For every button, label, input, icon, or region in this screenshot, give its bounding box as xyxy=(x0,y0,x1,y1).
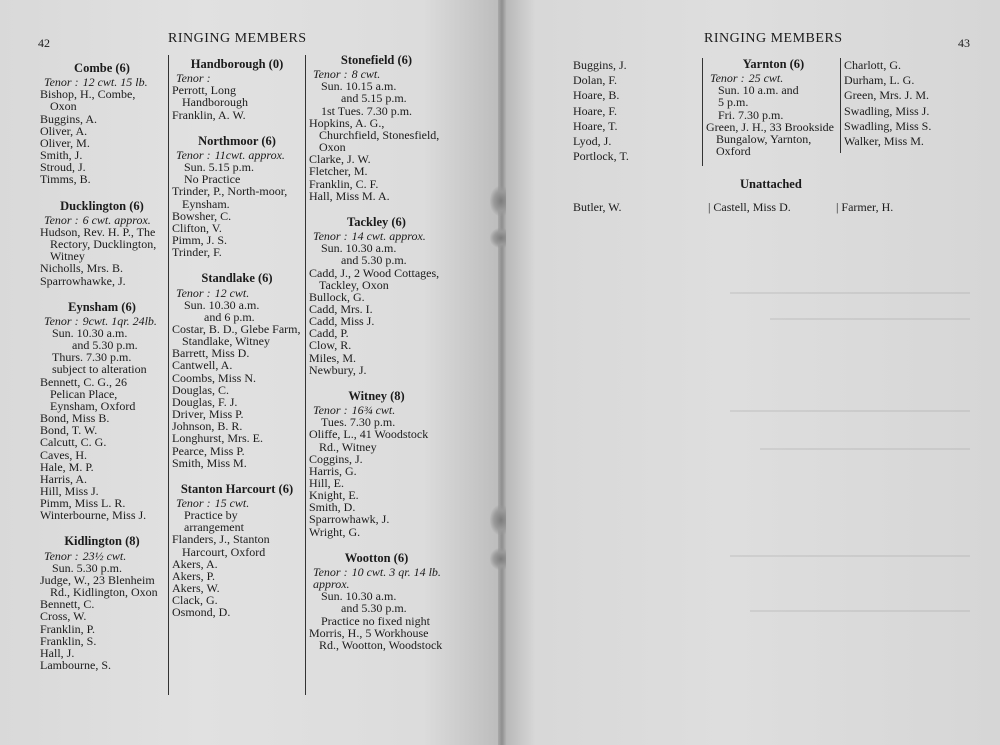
member-entry: Swadling, Miss S. xyxy=(844,118,932,133)
page-number: 42 xyxy=(38,36,50,50)
practice-time: 1st Tues. 7.30 p.m. xyxy=(321,103,413,118)
church-heading: Combe (6) xyxy=(74,61,130,75)
church-heading: Eynsham (6) xyxy=(68,299,136,314)
member-entry: Charlott, G. xyxy=(844,58,901,72)
member-entry: Hoare, T. xyxy=(573,118,618,133)
church-section xyxy=(309,390,444,538)
practice-time: Sun. 10.30 a.m. xyxy=(321,589,397,604)
practice-time: Sun. 10.30 a.m. xyxy=(184,297,260,312)
member-entry: Knight, E. xyxy=(309,488,359,503)
member-entry: Trinder, F. xyxy=(172,245,222,260)
member-entry: Pimm, Miss L. R. xyxy=(40,496,126,511)
tenor-label: Tenor : xyxy=(313,403,348,418)
member-entry: Durham, L. G. xyxy=(844,73,915,88)
practice-time: Sun. 10.30 a.m. xyxy=(52,325,128,340)
church-heading: Northmoor (6) xyxy=(198,133,276,148)
member-entry: Judge, W., 23 Blenheim Rd., Kidlington, Oxon xyxy=(40,572,158,600)
show-through xyxy=(730,292,970,294)
member-entry: Bennett, C. xyxy=(40,597,95,612)
tenor-label: Tenor : xyxy=(44,313,79,328)
member-entry: Miles, M. xyxy=(309,350,357,365)
yarnton-section xyxy=(706,58,841,171)
tenor-line xyxy=(313,566,444,590)
practice-time: subject to alteration xyxy=(52,362,147,377)
member-entry: Douglas, F. J. xyxy=(172,394,238,409)
tenor-weight: 23½ cwt. xyxy=(82,548,127,563)
member-entry: Stroud, J. xyxy=(40,160,86,175)
practice-time: and 5.15 p.m. xyxy=(341,91,407,106)
tenor-label: Tenor : xyxy=(44,212,79,227)
column-2 xyxy=(172,58,302,633)
column-divider xyxy=(168,55,169,695)
tenor-weight: 12 cwt. 15 lb. xyxy=(82,75,148,90)
member-entry: Swadling, Miss J. xyxy=(844,103,930,118)
member-entry: Sparrowhawk, J. xyxy=(309,512,390,527)
practice-time: Sun. 10.30 a.m. xyxy=(321,241,397,256)
practice-time: Sun. 10 a.m. and xyxy=(718,83,799,98)
member-entry: Fletcher, M. xyxy=(309,164,368,179)
tenor-label: Tenor : xyxy=(313,229,348,244)
member-entry: Perrott, Long Handborough xyxy=(172,83,248,110)
member-entry: Buggins, J. xyxy=(573,58,627,72)
church-section xyxy=(309,54,444,202)
church-heading: Handborough (0) xyxy=(190,57,284,71)
tenor-line xyxy=(176,287,302,299)
member-entry: Clack, G. xyxy=(172,593,218,608)
church-heading: Kidlington (8) xyxy=(64,534,140,549)
tenor-weight: 8 cwt. xyxy=(351,67,381,82)
show-through xyxy=(770,318,970,320)
member-entry: Newbury, J. xyxy=(309,362,367,377)
member-entry: Green, J. H., 33 Brookside Bungalow, Yarnton, Oxford xyxy=(706,119,834,159)
member-entry: Dolan, F. xyxy=(573,73,618,88)
column-1 xyxy=(40,62,164,685)
member-entry: Bishop, H., Combe, Oxon xyxy=(40,87,136,114)
member-entry: Hoare, F. xyxy=(573,103,618,118)
member-entry: Osmond, D. xyxy=(172,605,231,620)
practice-time: and 5.30 p.m. xyxy=(341,253,407,268)
member-entry: Nicholls, Mrs. B. xyxy=(40,261,124,276)
member-entry: Calcutt, C. G. xyxy=(40,435,107,450)
right-column-3 xyxy=(844,58,964,149)
practice-time: and 5.30 p.m. xyxy=(341,601,407,616)
practice-time: and 5.30 p.m. xyxy=(72,338,138,353)
member-entry: Driver, Miss P. xyxy=(172,407,244,422)
member-entry: Bond, Miss B. xyxy=(40,411,110,426)
show-through xyxy=(730,555,970,557)
practice-time: No Practice xyxy=(184,172,241,187)
tenor-weight: 11cwt. approx. xyxy=(214,147,285,162)
member-entry: Trinder, P., North-moor, Eynsham. xyxy=(172,184,288,211)
book-gutter xyxy=(498,0,506,745)
tenor-label: Tenor : xyxy=(44,548,79,563)
running-head: RINGING MEMBERS xyxy=(168,31,307,46)
member-entry: Cadd, Miss J. xyxy=(309,314,375,329)
member-entry: Franklin, C. F. xyxy=(309,176,379,191)
member-entry: Morris, H., 5 Workhouse Rd., Wootton, Woodstock xyxy=(309,625,443,652)
church-heading: Yarnton (6) xyxy=(742,57,805,71)
member-entry: Costar, B. D., Glebe Farm, Standlake, Witney xyxy=(172,321,301,349)
tenor-label: Tenor : xyxy=(313,67,348,82)
member-entry: Bullock, G. xyxy=(309,289,365,304)
member-entry: Oliver, A. xyxy=(40,123,88,138)
member-entry: Hill, Miss J. xyxy=(40,484,99,498)
member-entry: Smith, D. xyxy=(309,500,356,515)
church-section xyxy=(40,535,164,671)
page-number: 43 xyxy=(958,36,970,50)
member-entry: Harris, A. xyxy=(40,471,87,486)
tenor-weight: 12 cwt. xyxy=(214,285,250,300)
tenor-line xyxy=(44,550,164,562)
practice-time: and 6 p.m. xyxy=(204,309,255,324)
member-entry: Hall, Miss M. A. xyxy=(309,188,390,203)
church-section xyxy=(40,200,164,287)
member-entry: Cross, W. xyxy=(40,609,87,624)
church-heading: Witney (8) xyxy=(348,388,405,403)
unattached-member: Butler, W. xyxy=(573,200,622,214)
member-entry: Coombs, Miss N. xyxy=(172,370,257,385)
tenor-weight: 9cwt. 1qr. 24lb. xyxy=(82,313,157,328)
tenor-weight: 16¾ cwt. xyxy=(351,403,396,418)
right-column-1 xyxy=(573,58,688,164)
tenor-weight: 14 cwt. approx. xyxy=(351,229,426,244)
tenor-weight: 10 cwt. 3 qr. 14 lb. approx. xyxy=(313,564,441,592)
tenor-weight: 25 cwt. xyxy=(748,71,784,86)
church-heading: Stanton Harcourt (6) xyxy=(180,481,294,496)
church-section xyxy=(172,135,302,259)
member-entry: Johnson, B. R. xyxy=(172,419,243,434)
church-section xyxy=(309,552,444,651)
member-entry: Akers, A. xyxy=(172,556,218,571)
practice-time: 5 p.m. xyxy=(718,95,749,110)
practice-time: Practice no fixed night xyxy=(321,613,430,628)
church-section xyxy=(172,483,302,619)
practice-time: Tues. 7.30 p.m. xyxy=(321,415,396,430)
member-entry: Green, Mrs. J. M. xyxy=(844,88,929,103)
member-entry: Hill, E. xyxy=(309,476,344,490)
practice-time: Fri. 7.30 p.m. xyxy=(718,107,784,122)
tenor-label: Tenor : xyxy=(176,147,211,162)
church-heading: Tackley (6) xyxy=(347,214,406,229)
church-heading: Standlake (6) xyxy=(201,271,273,286)
member-entry: Bowsher, C. xyxy=(172,208,232,223)
member-entry: Oliffe, L., 41 Woodstock Rd., Witney xyxy=(309,427,429,454)
member-entry: Oliver, M. xyxy=(40,135,90,150)
member-entry: Smith, Miss M. xyxy=(172,455,247,470)
member-entry: Coggins, J. xyxy=(309,451,363,466)
church-section xyxy=(40,62,164,186)
church-heading: Wootton (6) xyxy=(344,550,409,565)
tenor-weight: 6 cwt. approx. xyxy=(82,212,151,227)
tenor-label: Tenor : xyxy=(176,71,211,86)
member-entry: Sparrowhawke, J. xyxy=(40,273,126,288)
member-entry: Hudson, Rev. H. P., The Rectory, Ducklington, Witney xyxy=(40,224,157,264)
practice-time: Practice by xyxy=(184,508,238,523)
show-through xyxy=(760,448,970,450)
unattached-heading: Unattached xyxy=(740,177,802,191)
member-entry: Cadd, J., 2 Wood Cottages, Tackley, Oxon xyxy=(309,265,440,292)
practice-time: Sun. 5.15 p.m. xyxy=(184,160,255,175)
column-divider xyxy=(840,58,841,153)
practice-time: arrangement xyxy=(184,520,244,535)
member-entry: Pearce, Miss P. xyxy=(172,443,245,458)
member-entry: Douglas, C. xyxy=(172,382,229,397)
member-entry: Smith, J. xyxy=(40,148,83,163)
column-3 xyxy=(309,54,444,665)
member-entry: Cantwell, A. xyxy=(172,358,233,373)
member-entry: Hopkins, A. G., Churchfield, Stonesfield, Oxon xyxy=(309,115,440,155)
member-entry: Clow, R. xyxy=(309,338,352,353)
left-page xyxy=(0,0,498,745)
member-entry: Bennett, C. G., 26 Pelican Place, Eynsham, Oxford xyxy=(40,374,136,413)
member-entry: Franklin, P. xyxy=(40,621,96,636)
tenor-label: Tenor : xyxy=(710,71,745,86)
member-entry: Akers, W. xyxy=(172,581,220,596)
member-entry: Lyod, J. xyxy=(573,134,612,149)
unattached-member: | Farmer, H. xyxy=(836,200,894,214)
member-entry: Barrett, Miss D. xyxy=(172,346,250,361)
member-entry: Hale, M. P. xyxy=(40,459,94,474)
member-entry: Buggins, A. xyxy=(40,111,98,126)
member-entry: Harris, G. xyxy=(309,463,357,478)
church-heading: Ducklington (6) xyxy=(60,198,144,213)
member-entry: Hoare, B. xyxy=(573,88,620,103)
member-entry: Pimm, J. S. xyxy=(172,233,228,248)
member-entry: Cadd, P. xyxy=(309,326,349,341)
tenor-label: Tenor : xyxy=(176,285,211,300)
tenor-label: Tenor : xyxy=(44,75,79,90)
column-divider xyxy=(305,55,306,695)
member-entry: Clarke, J. W. xyxy=(309,152,371,167)
right-page xyxy=(506,0,1000,745)
tenor-label: Tenor : xyxy=(176,496,211,510)
church-heading: Stonefield (6) xyxy=(340,53,413,67)
tenor-weight: 15 cwt. xyxy=(214,496,250,510)
member-entry: Wright, G. xyxy=(309,524,361,539)
church-section xyxy=(172,58,302,121)
member-entry: Franklin, S. xyxy=(40,633,97,648)
church-section xyxy=(706,58,841,157)
church-section xyxy=(40,301,164,522)
member-entry: Hall, J. xyxy=(40,645,75,660)
member-entry: Timms, B. xyxy=(40,172,91,187)
member-entry: Franklin, A. W. xyxy=(172,107,246,122)
member-entry: Akers, P. xyxy=(172,568,216,583)
unattached-member: | Castell, Miss D. xyxy=(708,200,791,214)
column-divider xyxy=(702,58,703,166)
member-entry: Caves, H. xyxy=(40,447,87,462)
member-entry: Longhurst, Mrs. E. xyxy=(172,431,263,446)
member-entry: Clifton, V. xyxy=(172,220,222,235)
church-section xyxy=(172,272,302,469)
church-section xyxy=(309,216,444,376)
member-entry: Lambourne, S. xyxy=(40,658,111,673)
practice-time: Thurs. 7.30 p.m. xyxy=(52,350,132,365)
practice-time: Sun. 5.30 p.m. xyxy=(52,560,123,575)
tenor-label: Tenor : xyxy=(313,564,348,579)
member-entry: Bond, T. W. xyxy=(40,423,98,438)
practice-time: Sun. 10.15 a.m. xyxy=(321,79,397,94)
member-entry: Portlock, T. xyxy=(573,149,629,164)
member-entry: Cadd, Mrs. I. xyxy=(309,301,373,316)
member-entry: Walker, Miss M. xyxy=(844,134,924,149)
show-through xyxy=(730,410,970,412)
member-entry: Flanders, J., Stanton Harcourt, Oxford xyxy=(172,532,270,559)
member-entry: Winterbourne, Miss J. xyxy=(40,508,147,523)
show-through xyxy=(750,610,970,612)
running-head: RINGING MEMBERS xyxy=(704,31,843,46)
